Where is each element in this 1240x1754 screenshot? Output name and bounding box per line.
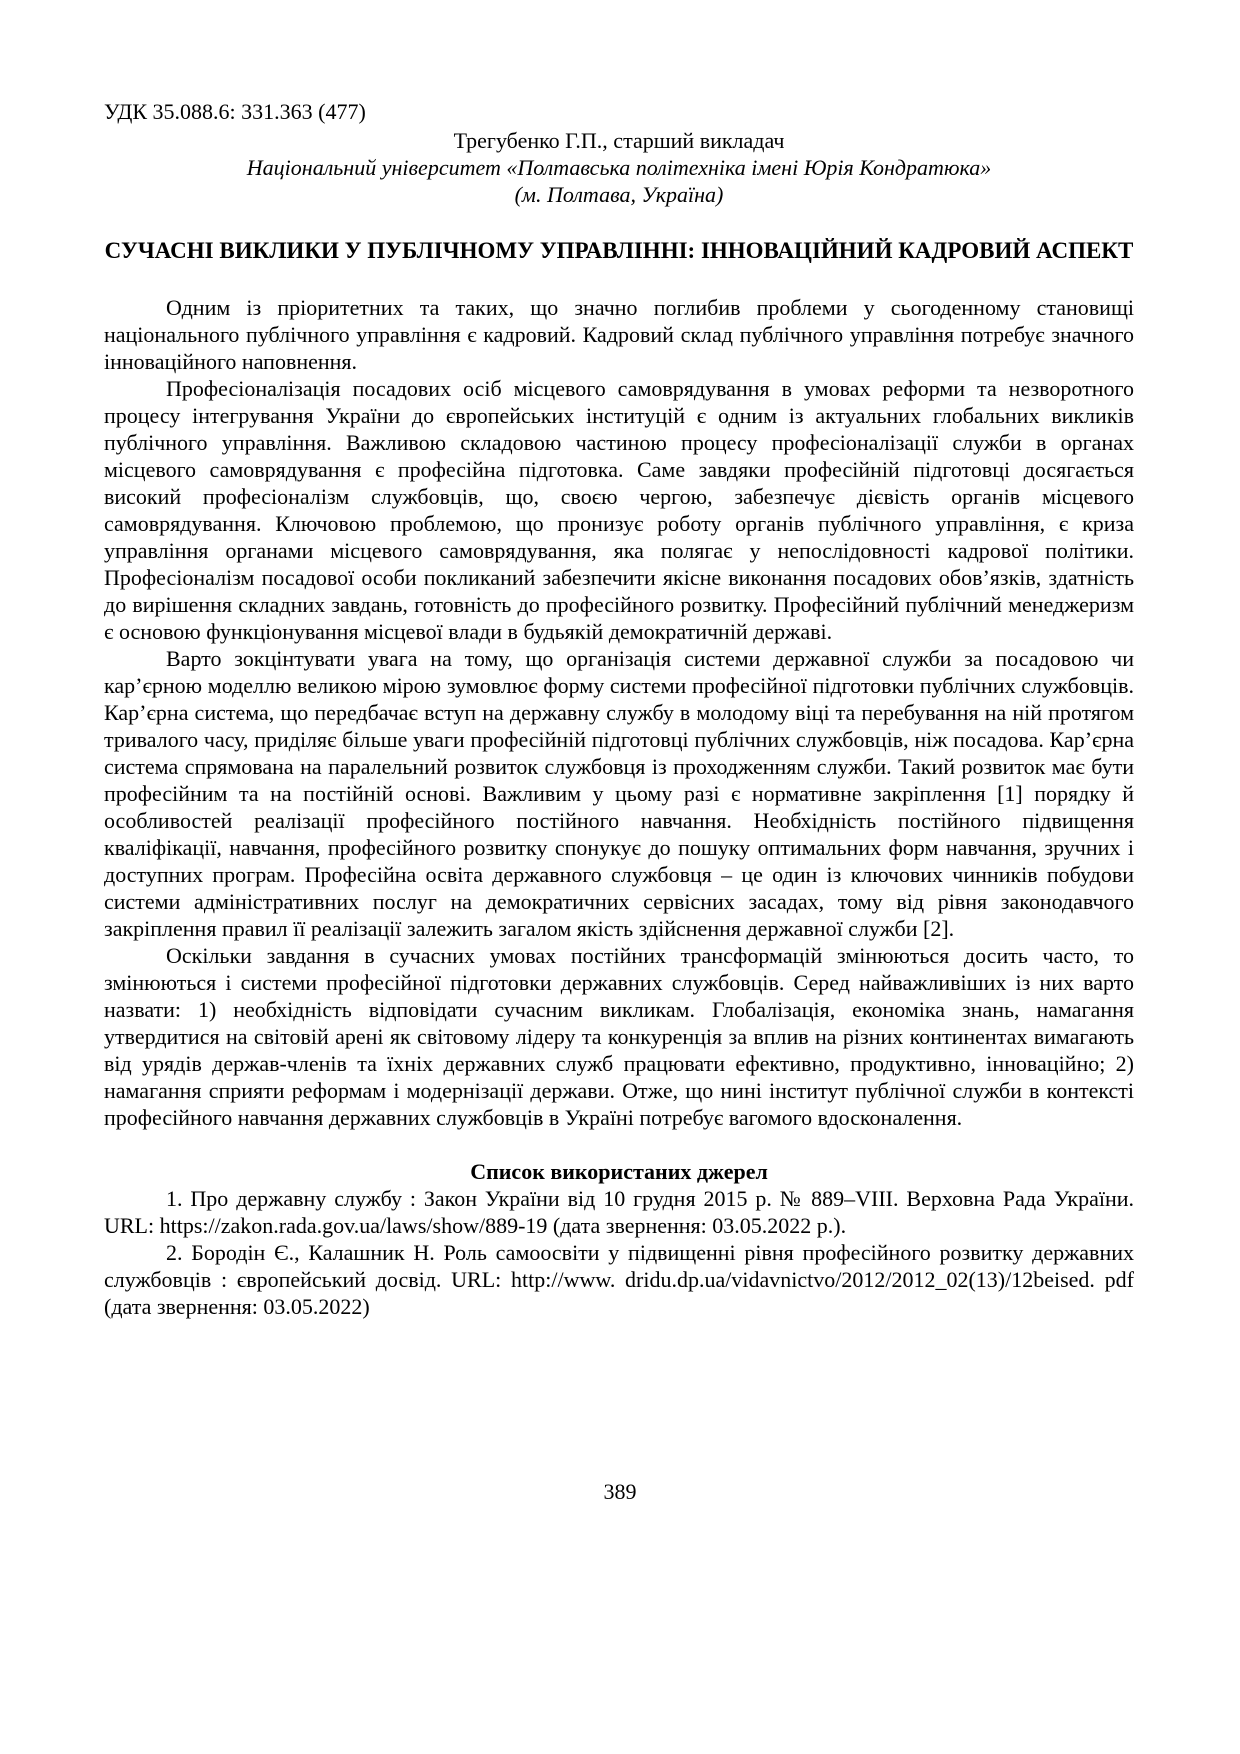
references-list [104,1185,1134,1320]
article-title: СУЧАСНІ ВИКЛИКИ У ПУБЛІЧНОМУ УПРАВЛІННІ: ІННОВАЦІЙНИЙ КАДРОВИЙ АСПЕКТ [104,238,1134,263]
paragraph-1: Одним із пріоритетних та таких, що значно поглибив проблеми у сьогоденному становищі національного публічного управління є кадровий. Кадровий склад публічного управління потребує значного інноваційного наповнення. [104,295,1134,374]
author-line: Трегубенко Г.П., старший викладач [453,128,785,153]
paragraph-3: Варто зокцінтувати увага на тому, що організація системи державної служби за посадовою чи кар’єрною моделлю великою мірою зумовлює форму системи професійної підготовки публічних службовців. Кар’єрна система, що передбачає вступ на державну службу в молодому віці та перебування на ній протягом тривалого часу, приділяє більше уваги професійній підготовці публічних службовців, ніж посадова. Кар’єрна система спрямована на паралельний розвиток службовця із проходженням служби. Такий розвиток має бути професійним та на постійній основі. Важливим у цьому разі є нормативне закріплення [1] порядку й особливостей реалізації професійного постійного навчання. Необхідність постійного підвищення кваліфікації, навчання, професійного розвитку спонукує до пошуку оптимальних форм навчання, зручних і доступних програм. Професійна освіта державного службовця – це один із ключових чинників побудови системи адміністративних послуг на демократичних сервісних засадах, тому від рівня законодавчого закріплення правил її реалізації залежить загалом якість здійснення державної служби [2]. [104,646,1134,941]
article-body [104,294,1134,1131]
reference-item-1: 1. Про державну службу : Закон України від 10 грудня 2015 р. № 889–VIII. Верховна Рада України. URL: https://zakon.rada.gov.ua/laws/show/889-19 (дата звернення: 03.05.2022 р.). [104,1186,1134,1238]
references-heading: Список використаних джерел [470,1159,768,1184]
page-number: 389 [603,1479,637,1504]
paragraph-2: Професіоналізація посадових осіб місцевого самоврядування в умовах реформи та незворотного процесу інтегрування України до європейських інституцій є одним із актуальних глобальних викликів публічного управління. Важливою складовою частиною процесу професіоналізації служби в органах місцевого самоврядування є професійна підготовка. Саме завдяки професійній підготовці досягається високий професіоналізм службовців, що, своєю чергою, забезпечує дієвість органів місцевого самоврядування. Ключовою проблемою, що пронизує роботу органів публічного управління, є криза управління органами місцевого самоврядування, яка полягає у непослідовності кадрової політики. Професіоналізм посадової особи покликаний забезпечити якісне виконання посадових обов’язків, здатність до вирішення складних завдань, готовність до професійного розвитку. Професійний публічний менеджеризм є основою функціонування місцевої влади в будьякій демократичній державі. [104,376,1134,644]
paragraph-4: Оскільки завдання в сучасних умовах постійних трансформацій змінюються досить часто, то змінюються і системи професійної підготовки державних службовців. Серед найважливіших із них варто назвати: 1) необхідність відповідати сучасним викликам. Глобалізація, економіка знань, намагання утвердитися на світовій арені як світовому лідеру та конкуренція за вплив на різних континентах вимагають від урядів держав-членів та їхніх державних служб працювати ефективно, продуктивно, інноваційно; 2) намагання сприяти реформам і модернізації держави. Отже, що нині інститут публічної служби в контексті професійного навчання державних службовців в Україні потребує вагомого вдосконалення. [104,943,1134,1130]
udc-code: УДК 35.088.6: 331.363 (477) [104,99,366,124]
location-line: (м. Полтава, Україна) [514,182,724,207]
reference-item-2: 2. Бородін Є., Калашник Н. Роль самоосвіти у підвищенні рівня професійного розвитку державних службовців : європейський досвід. URL: http://www. dridu.dp.ua/vidavnictvo/2012/2012_02(13)/12beised. pdf (дата звернення: 03.05.2022) [104,1240,1134,1319]
affiliation-line: Національний університет «Полтавська політехніка імені Юрія Кондратюка» [246,155,992,180]
